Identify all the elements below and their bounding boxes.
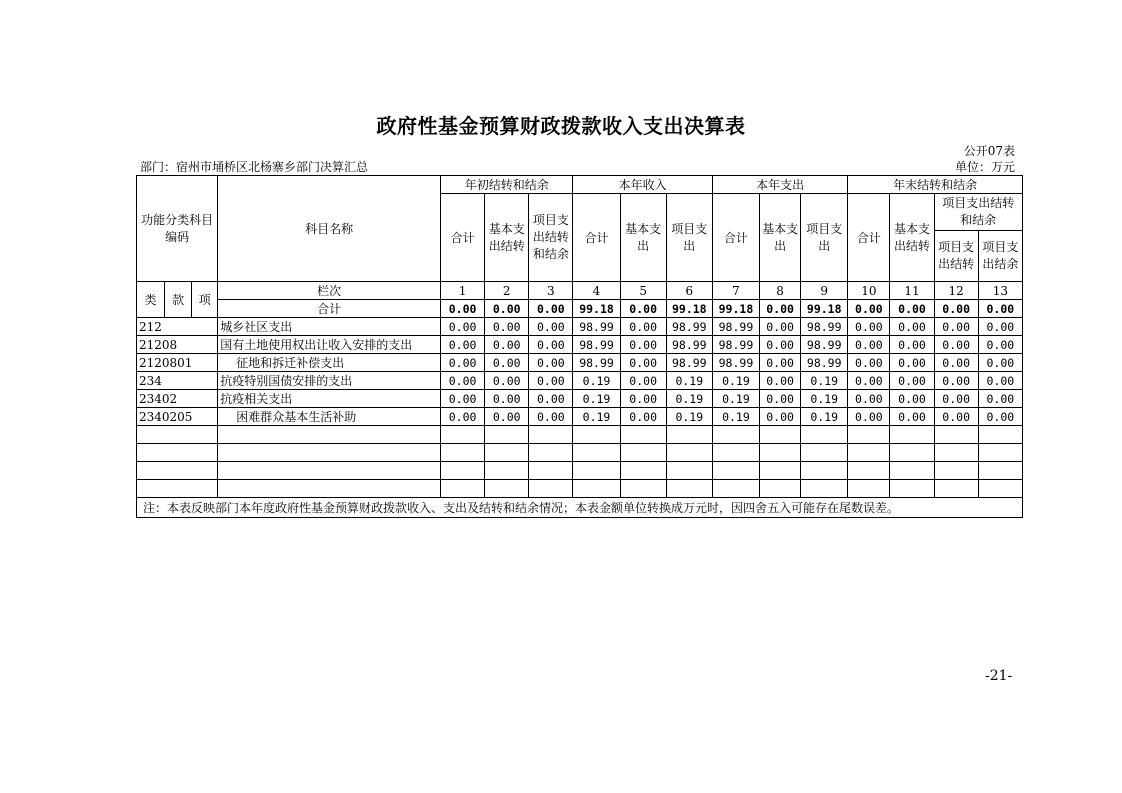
row-value: 0.00 (760, 372, 801, 390)
row-value: 0.00 (760, 318, 801, 336)
opening-basic-header: 基本支出结转 (485, 194, 529, 282)
lanci-label: 栏次 (218, 282, 441, 300)
empty-cell (485, 480, 529, 498)
empty-cell (934, 480, 978, 498)
total-cell: 99.18 (666, 300, 712, 318)
column-number: 3 (529, 282, 573, 300)
row-code: 2340205 (137, 408, 218, 426)
xiang-header: 项 (192, 282, 218, 318)
row-value: 0.00 (890, 408, 934, 426)
empty-cell (218, 426, 441, 444)
row-value: 0.00 (934, 408, 978, 426)
row-value: 0.19 (801, 390, 848, 408)
table-row (137, 408, 1023, 426)
row-value: 0.00 (441, 372, 485, 390)
expense-total-header: 合计 (712, 194, 759, 282)
row-value: 98.99 (573, 336, 620, 354)
table-row (137, 372, 1023, 390)
column-number: 12 (934, 282, 978, 300)
note-row (137, 498, 1023, 518)
row-code: 234 (137, 372, 218, 390)
row-value: 0.00 (485, 390, 529, 408)
row-value: 98.99 (573, 318, 620, 336)
form-number: 公开07表 (963, 144, 1015, 158)
row-code: 2120801 (137, 354, 218, 372)
row-code: 23402 (137, 390, 218, 408)
empty-cell (760, 462, 801, 480)
row-value: 0.00 (620, 390, 666, 408)
empty-cell (848, 480, 890, 498)
page-title: 政府性基金预算财政拨款收入支出决算表 (376, 114, 746, 138)
row-value: 98.99 (666, 354, 712, 372)
empty-cell (529, 426, 573, 444)
empty-cell (801, 426, 848, 444)
row-value: 0.00 (848, 336, 890, 354)
row-value: 0.00 (934, 318, 978, 336)
empty-cell (934, 444, 978, 462)
total-cell: 0.00 (848, 300, 890, 318)
row-value: 0.00 (485, 354, 529, 372)
row-value: 0.00 (529, 318, 573, 336)
row-value: 0.00 (760, 336, 801, 354)
row-value: 0.00 (890, 354, 934, 372)
empty-cell (137, 462, 218, 480)
row-value: 0.00 (441, 390, 485, 408)
group-expense-header: 本年支出 (712, 176, 847, 194)
row-value: 0.00 (760, 390, 801, 408)
table-row (137, 318, 1023, 336)
row-value: 0.00 (848, 318, 890, 336)
row-code: 21208 (137, 336, 218, 354)
empty-cell (712, 444, 759, 462)
empty-cell (573, 426, 620, 444)
row-value: 0.00 (529, 354, 573, 372)
empty-cell (573, 480, 620, 498)
unit-label: 单位：万元 (954, 160, 1015, 174)
code-header: 功能分类科目编码 (137, 176, 218, 282)
row-value: 0.00 (441, 318, 485, 336)
lei-header: 类 (137, 282, 165, 318)
closing-project-carry-header: 项目支出结转 (934, 231, 978, 282)
fund-table (136, 175, 1023, 518)
row-value: 0.00 (620, 372, 666, 390)
row-value: 0.00 (620, 336, 666, 354)
row-value: 98.99 (573, 354, 620, 372)
total-cell: 0.00 (485, 300, 529, 318)
column-number-row (137, 282, 1023, 300)
total-cell: 0.00 (441, 300, 485, 318)
row-value: 0.19 (712, 408, 759, 426)
row-value: 0.00 (620, 408, 666, 426)
empty-cell (218, 444, 441, 462)
income-total-header: 合计 (573, 194, 620, 282)
row-value: 0.00 (978, 372, 1022, 390)
row-value: 98.99 (801, 354, 848, 372)
row-value: 98.99 (712, 318, 759, 336)
row-value: 0.00 (848, 372, 890, 390)
total-cell: 0.00 (890, 300, 934, 318)
row-value: 0.00 (978, 318, 1022, 336)
group-income-header: 本年收入 (573, 176, 712, 194)
row-value: 98.99 (666, 318, 712, 336)
page-number: -21- (985, 668, 1013, 684)
row-value: 0.00 (620, 318, 666, 336)
table-row (137, 354, 1023, 372)
empty-cell (712, 426, 759, 444)
opening-total-header: 合计 (441, 194, 485, 282)
row-value: 0.00 (848, 408, 890, 426)
empty-cell (978, 444, 1022, 462)
empty-cell (934, 462, 978, 480)
opening-project-header: 项目支出结转和结余 (529, 194, 573, 282)
empty-cell (573, 444, 620, 462)
empty-cell (978, 462, 1022, 480)
empty-cell (890, 444, 934, 462)
header-row-1 (137, 176, 1023, 194)
empty-cell (978, 426, 1022, 444)
column-number: 2 (485, 282, 529, 300)
empty-row (137, 480, 1023, 498)
row-value: 0.00 (890, 390, 934, 408)
column-number: 11 (890, 282, 934, 300)
total-cell: 0.00 (620, 300, 666, 318)
closing-project-header: 项目支出结转和结余 (934, 194, 1022, 231)
table-row (137, 390, 1023, 408)
row-value: 0.00 (760, 408, 801, 426)
row-value: 0.00 (934, 336, 978, 354)
row-value: 98.99 (801, 336, 848, 354)
empty-cell (666, 480, 712, 498)
empty-row (137, 426, 1023, 444)
empty-cell (712, 480, 759, 498)
empty-cell (485, 444, 529, 462)
empty-cell (620, 462, 666, 480)
column-number: 10 (848, 282, 890, 300)
empty-cell (890, 480, 934, 498)
row-value: 0.00 (485, 336, 529, 354)
income-project-header: 项目支出 (666, 194, 712, 282)
row-name: 征地和拆迁补偿支出 (218, 354, 441, 372)
row-value: 0.00 (485, 372, 529, 390)
row-value: 0.00 (441, 336, 485, 354)
row-value: 0.19 (573, 372, 620, 390)
empty-cell (137, 480, 218, 498)
column-number: 6 (666, 282, 712, 300)
total-cell: 99.18 (801, 300, 848, 318)
empty-cell (801, 462, 848, 480)
group-opening-header: 年初结转和结余 (441, 176, 573, 194)
row-value: 98.99 (666, 336, 712, 354)
empty-cell (137, 426, 218, 444)
empty-cell (666, 444, 712, 462)
empty-cell (529, 480, 573, 498)
row-value: 0.00 (529, 336, 573, 354)
row-code: 212 (137, 318, 218, 336)
row-value: 0.00 (978, 390, 1022, 408)
expense-project-header: 项目支出 (801, 194, 848, 282)
row-value: 98.99 (712, 336, 759, 354)
row-name: 城乡社区支出 (218, 318, 441, 336)
empty-cell (441, 444, 485, 462)
empty-cell (848, 462, 890, 480)
empty-cell (137, 444, 218, 462)
total-cell: 0.00 (760, 300, 801, 318)
row-value: 0.00 (934, 354, 978, 372)
empty-cell (620, 444, 666, 462)
table-row (137, 336, 1023, 354)
closing-project-surplus-header: 项目支出结余 (978, 231, 1022, 282)
row-value: 0.00 (978, 354, 1022, 372)
empty-cell (978, 480, 1022, 498)
empty-cell (760, 444, 801, 462)
row-value: 0.00 (890, 318, 934, 336)
row-value: 0.19 (801, 408, 848, 426)
column-number: 5 (620, 282, 666, 300)
row-value: 0.00 (620, 354, 666, 372)
empty-cell (441, 462, 485, 480)
empty-cell (666, 462, 712, 480)
empty-cell (485, 426, 529, 444)
total-row (137, 300, 1023, 318)
total-cell: 0.00 (529, 300, 573, 318)
row-value: 0.00 (890, 372, 934, 390)
group-closing-header: 年末结转和结余 (848, 176, 1023, 194)
column-number: 7 (712, 282, 759, 300)
closing-basic-header: 基本支出结转 (890, 194, 934, 282)
row-value: 0.19 (666, 408, 712, 426)
empty-cell (218, 462, 441, 480)
empty-cell (666, 426, 712, 444)
empty-row (137, 462, 1023, 480)
empty-cell (801, 444, 848, 462)
closing-total-header: 合计 (848, 194, 890, 282)
row-value: 0.00 (934, 372, 978, 390)
empty-cell (218, 480, 441, 498)
column-number: 1 (441, 282, 485, 300)
column-number: 8 (760, 282, 801, 300)
row-name: 抗疫相关支出 (218, 390, 441, 408)
row-value: 0.19 (573, 408, 620, 426)
row-value: 0.19 (666, 372, 712, 390)
name-header: 科目名称 (218, 176, 441, 282)
empty-cell (620, 480, 666, 498)
empty-cell (441, 480, 485, 498)
row-name: 困难群众基本生活补助 (218, 408, 441, 426)
empty-cell (529, 444, 573, 462)
empty-cell (934, 426, 978, 444)
empty-cell (529, 462, 573, 480)
empty-cell (760, 480, 801, 498)
row-value: 98.99 (801, 318, 848, 336)
empty-cell (441, 426, 485, 444)
empty-cell (620, 426, 666, 444)
empty-cell (848, 444, 890, 462)
row-value: 0.00 (978, 336, 1022, 354)
row-value: 0.00 (485, 408, 529, 426)
row-name: 抗疫特别国债安排的支出 (218, 372, 441, 390)
total-cell: 99.18 (573, 300, 620, 318)
kuan-header: 款 (165, 282, 192, 318)
column-number: 13 (978, 282, 1022, 300)
footnote: 注：本表反映部门本年度政府性基金预算财政拨款收入、支出及结转和结余情况；本表金额单位转换成万元时，因四舍五入可能存在尾数误差。 (137, 498, 1023, 518)
empty-cell (760, 426, 801, 444)
total-row-label: 合计 (218, 300, 441, 318)
empty-cell (485, 462, 529, 480)
row-value: 0.19 (712, 390, 759, 408)
row-value: 0.00 (760, 354, 801, 372)
department-label: 部门：宿州市埇桥区北杨寨乡部门决算汇总 (140, 160, 369, 174)
row-value: 0.00 (441, 408, 485, 426)
row-value: 0.19 (573, 390, 620, 408)
row-value: 0.00 (529, 372, 573, 390)
row-value: 0.00 (848, 390, 890, 408)
row-value: 0.00 (978, 408, 1022, 426)
row-value: 0.00 (848, 354, 890, 372)
row-value: 0.19 (801, 372, 848, 390)
empty-cell (890, 462, 934, 480)
row-value: 0.00 (529, 408, 573, 426)
row-value: 0.19 (712, 372, 759, 390)
column-number: 9 (801, 282, 848, 300)
total-cell: 0.00 (978, 300, 1022, 318)
row-value: 0.00 (485, 318, 529, 336)
column-number: 4 (573, 282, 620, 300)
empty-cell (848, 426, 890, 444)
row-value: 0.00 (441, 354, 485, 372)
row-value: 0.00 (890, 336, 934, 354)
empty-row (137, 444, 1023, 462)
total-cell: 99.18 (712, 300, 759, 318)
row-value: 0.19 (666, 390, 712, 408)
row-value: 98.99 (712, 354, 759, 372)
total-cell: 0.00 (934, 300, 978, 318)
empty-cell (890, 426, 934, 444)
row-value: 0.00 (934, 390, 978, 408)
row-name: 国有土地使用权出让收入安排的支出 (218, 336, 441, 354)
income-basic-header: 基本支出 (620, 194, 666, 282)
expense-basic-header: 基本支出 (760, 194, 801, 282)
row-value: 0.00 (529, 390, 573, 408)
empty-cell (712, 462, 759, 480)
empty-cell (801, 480, 848, 498)
empty-cell (573, 462, 620, 480)
